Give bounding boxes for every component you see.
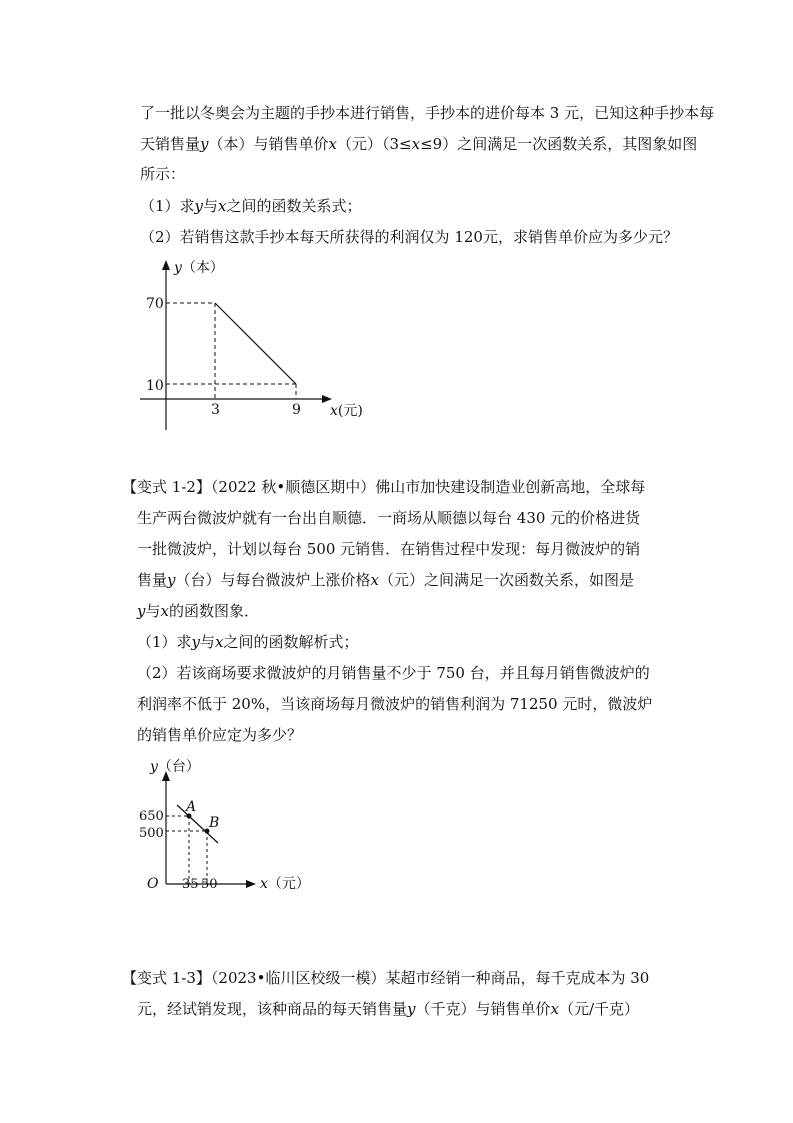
p1-line-2: 天销售量y（本）与销售单价x（元）（3≤x≤9）之间满足一次函数关系，其图象如图 xyxy=(140,135,698,153)
chart2-origin-label: O xyxy=(147,876,159,892)
p2-question-1: （1）求y与x之间的函数解析式； xyxy=(137,633,359,651)
chart2-x-label: x（元） xyxy=(260,876,310,892)
chart1-y-label: y（本） xyxy=(174,260,224,276)
chart1-x-label: x(元) xyxy=(330,403,363,419)
p2-line-5: y与x的函数图象． xyxy=(137,602,259,620)
p1-line-1: 了一批以冬奥会为主题的手抄本进行销售，手抄本的进价每本 3 元，已知这种手抄本每 xyxy=(140,104,715,122)
p3-line-1: 【变式 1-3】（2023•临川区校级一模）某超市经销一种商品，每千克成本为 30 xyxy=(122,969,650,987)
chart1-x-tick-9: 9 xyxy=(292,402,301,418)
p1-question-2: （2）若销售这款手抄本每天所获得的利润仅为 120元，求销售单价应为多少元？ xyxy=(140,228,678,246)
chart1-y-tick-70: 70 xyxy=(146,296,164,312)
chart2-x-arrow xyxy=(246,880,256,888)
p2-question-2: （2）若该商场要求微波炉的月销售量不少于 750 台，并且每月销售微波炉的 xyxy=(137,664,650,682)
chart2-point-a-label: A xyxy=(186,799,197,815)
chart2-y-tick-500: 500 xyxy=(139,826,164,841)
chart2-y-label: y（台） xyxy=(150,759,200,775)
p1-line-3: 所示： xyxy=(140,165,186,183)
p2-line-4: 售量y（台）与每台微波炉上涨价格x（元）之间满足一次函数关系，如图是 xyxy=(137,571,634,589)
chart2-point-b-label: B xyxy=(209,815,220,831)
p3-line-2: 元，经试销发现，该种商品的每天销售量y（千克）与销售单价x（元/千克） xyxy=(137,1000,640,1018)
chart2-x-tick-50: 50 xyxy=(201,877,218,892)
chart1-y-tick-10: 10 xyxy=(146,378,164,394)
p2-line-8: 利润率不低于 20%，当该商场每月微波炉的销售利润为 71250 元时，微波炉 xyxy=(137,695,653,713)
p2-line-9: 的销售单价应定为多少？ xyxy=(137,726,303,744)
p1-question-1: （1）求y与x之间的函数关系式； xyxy=(140,197,362,215)
chart2-y-tick-650: 650 xyxy=(139,809,164,824)
chart2-x-tick-35: 35 xyxy=(182,877,199,892)
p2-line-2: 生产两台微波炉就有一台出自顺德．一商场从顺德以每台 430 元的价格进货 xyxy=(137,509,641,527)
p2-line-3: 一批微波炉，计划以每台 500 元销售．在销售过程中发现：每月微波炉的销 xyxy=(137,540,641,558)
chart1-x-tick-3: 3 xyxy=(211,402,220,418)
p2-line-1: 【变式 1-2】（2022 秋•顺德区期中）佛山市加快建设制造业创新高地，全球每 xyxy=(122,478,646,496)
